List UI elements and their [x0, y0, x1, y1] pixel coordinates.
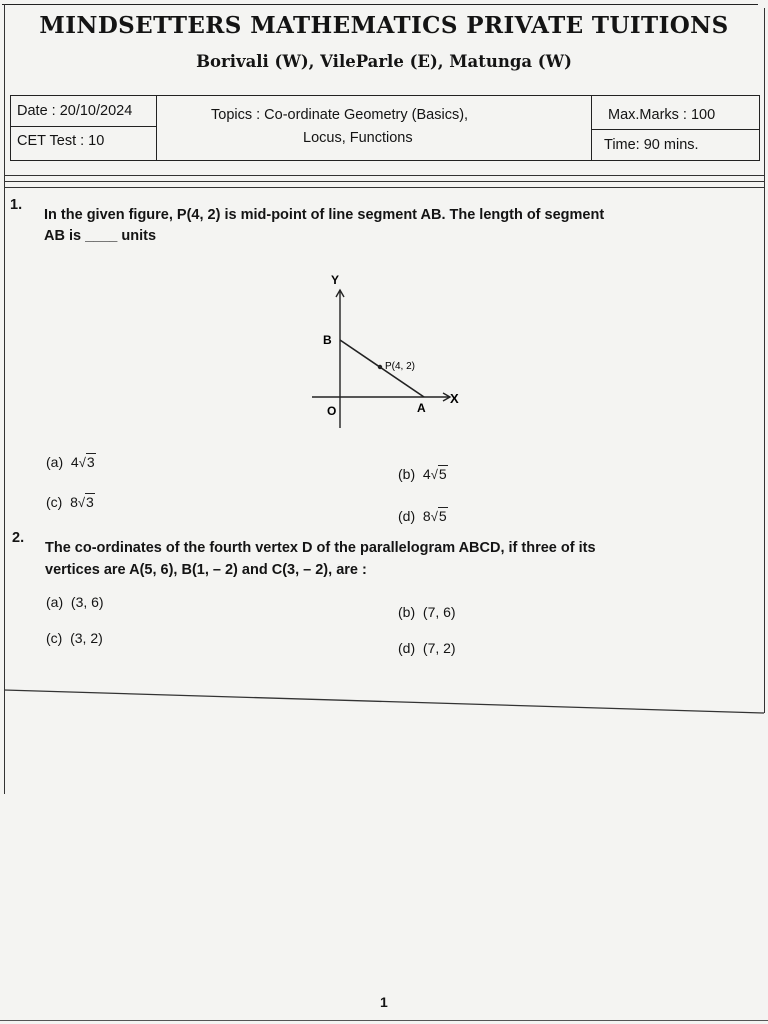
question-number: 2. — [12, 530, 25, 546]
separator-line — [4, 690, 764, 713]
table-divider — [591, 96, 592, 160]
y-axis-label: Y — [331, 273, 340, 287]
option-radicand: 3 — [86, 454, 95, 470]
option-coefficient: 4 — [422, 466, 431, 482]
q2-option-b[interactable] — [398, 604, 456, 620]
test-duration: Time: 90 mins. — [604, 137, 699, 153]
q2-option-a[interactable] — [46, 594, 104, 610]
section-rule — [4, 175, 764, 176]
left-border — [4, 4, 5, 794]
q1-option-a[interactable] — [46, 454, 96, 470]
max-marks: Max.Marks : 100 — [608, 107, 716, 123]
option-value: (7, 6) — [422, 604, 456, 620]
option-label: (d) — [398, 640, 416, 656]
top-border — [2, 4, 758, 5]
option-radicand: 5 — [438, 466, 447, 482]
question-1-text-line-1: In the given figure, P(4, 2) is mid-point of line segment AB. The length of segment — [44, 207, 605, 223]
point-p-label: P(4, 2) — [385, 361, 416, 372]
table-divider — [591, 129, 759, 130]
option-radicand: 5 — [438, 508, 447, 524]
option-label: (c) — [46, 494, 63, 510]
sqrt-icon: √ — [430, 509, 438, 524]
option-label: (a) — [46, 454, 64, 470]
midpoint-p — [378, 365, 382, 369]
topics-line-1: Topics : Co-ordinate Geometry (Basics), — [211, 107, 469, 123]
test-number: CET Test : 10 — [17, 133, 105, 149]
q2-option-c[interactable] — [46, 630, 103, 646]
sqrt-icon: √ — [77, 495, 86, 510]
question-1-text-line-2: AB is ____ units — [44, 228, 157, 244]
sqrt-icon: √ — [78, 455, 86, 470]
test-info-table — [10, 95, 760, 161]
question-2-text-line-1: The co-ordinates of the fourth vertex D of the parallelogram ABCD, if three of its — [45, 540, 596, 556]
option-value: (3, 6) — [70, 594, 104, 610]
q1-option-b[interactable] — [398, 466, 448, 482]
question-separator — [0, 680, 768, 720]
question-2-text-line-2: vertices are A(5, 6), B(1, – 2) and C(3, – 2), are : — [45, 562, 367, 578]
point-b-label: B — [323, 333, 332, 347]
q1-option-d[interactable] — [398, 508, 448, 524]
question-number: 1. — [10, 197, 23, 213]
point-a-label: A — [417, 401, 426, 415]
option-label: (a) — [46, 594, 64, 610]
table-divider — [156, 96, 157, 160]
page-number: 1 — [380, 994, 388, 1010]
option-label: (c) — [46, 630, 63, 646]
option-label: (b) — [398, 604, 416, 620]
option-coefficient: 4 — [70, 454, 79, 470]
q1-option-c[interactable] — [46, 494, 95, 510]
bottom-border — [0, 1020, 768, 1021]
topics-line-2: Locus, Functions — [303, 130, 413, 146]
option-coefficient: 8 — [422, 508, 431, 524]
option-radicand: 3 — [86, 494, 94, 510]
test-date: Date : 20/10/2024 — [17, 103, 133, 119]
institute-locations: Borivali (W), VileParle (E), Matunga (W) — [196, 52, 572, 71]
x-axis-label: X — [450, 391, 459, 406]
right-border — [764, 8, 765, 713]
section-rule — [4, 181, 764, 182]
sqrt-icon: √ — [430, 467, 438, 482]
option-coefficient: 8 — [70, 494, 78, 510]
institute-title: MINDSETTERS MATHEMATICS PRIVATE TUITIONS — [39, 12, 729, 39]
option-label: (d) — [398, 508, 416, 524]
option-value: (3, 2) — [70, 630, 103, 646]
table-divider — [11, 126, 157, 127]
option-value: (7, 2) — [422, 640, 456, 656]
option-label: (b) — [398, 466, 416, 482]
origin-label: O — [327, 404, 337, 418]
q2-option-d[interactable] — [398, 640, 456, 656]
coordinate-figure — [300, 270, 470, 435]
section-rule — [4, 187, 764, 188]
